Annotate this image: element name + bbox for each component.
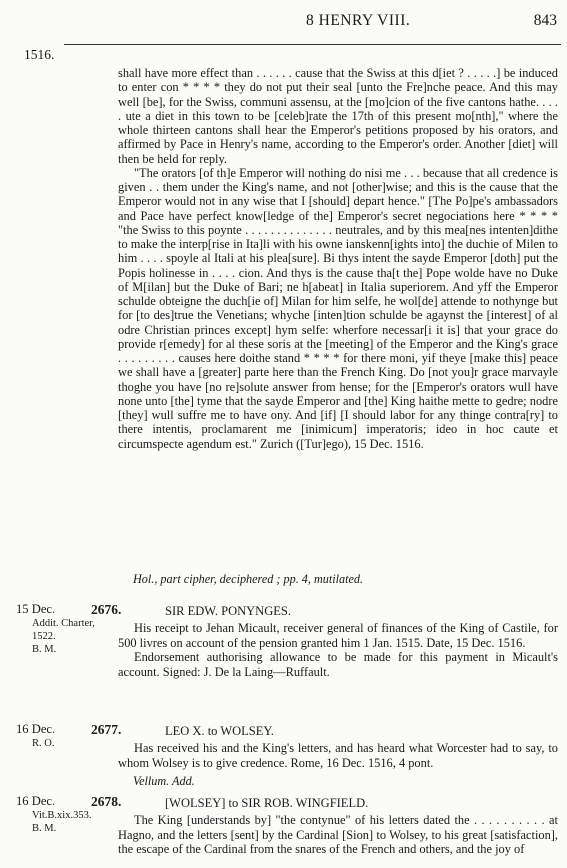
entry-ref: B. M.: [32, 822, 57, 834]
margin-year: 1516.: [24, 47, 55, 62]
header-rule: [64, 44, 561, 45]
entry-ref: Vit.B.xix.353.: [32, 809, 92, 821]
entry-number: 2678.: [91, 794, 122, 809]
entry-number: 2676.: [91, 602, 122, 617]
main-paragraph: shall have more effect than . . . . . . cause that the Swiss at this d[iet ? . . . . .] be induced to enter con * * * * they do not put their seal [unto the Fre]nche peace. And this may well [be], for the Swiss, communi assensu, at the [mo]cion of the five cantons hathe. . . . . ute a diet in this town to be [celeb]rate the 17th of this present mo[nth]," where the whole thirteen cantons shall hear the Emperor's petitions proposed by his orators, and affirmed by Pace in Henry's name, according to the Emperor's order. Another [diet] will then be held for reply.: [118, 66, 558, 166]
entry-heading: [WOLSEY] to SIR ROB. WINGFIELD.: [165, 796, 369, 810]
entry-paragraph: The King [understands by] "the contynue" of his letters dated the . . . . . . . . . . at Hagno, and the letters [sent] by the Cardinal [Sion] to Wolsey, to his great [satisfaction], the escape of the Cardinal from the snares of the French and others, and the joy of: [118, 813, 558, 856]
entry-ref: 1522.: [32, 630, 56, 642]
entry-paragraph: Has received his and the King's letters, and has heard what Worcester had to say, to whom Wolsey is to give credence. Rome, 16 Dec. 1516, 4 pont.: [118, 741, 558, 770]
main-letter-text: [118, 66, 558, 451]
entry-ref: Addit. Charter,: [32, 617, 95, 629]
entry-ref: B. M.: [32, 643, 57, 655]
entry-paragraph: Endorsement authorising allowance to be made for this payment in Micault's account. Signed: J. De la Laing—Ruffault.: [118, 650, 558, 679]
entry-paragraph: His receipt to Jehan Micault, receiver general of finances of the King of Castile, for 500 livres on account of the pension granted him 1 Jan. 1515. Date, 15 Dec. 1516.: [118, 621, 558, 650]
entry-date: 15 Dec.: [16, 602, 56, 616]
entry-ref: R. O.: [32, 737, 55, 749]
page-number: 843: [533, 12, 557, 29]
entry-heading: SIR EDW. PONYNGES.: [165, 604, 291, 618]
page-header: [0, 10, 567, 38]
entry-date: 16 Dec.: [16, 794, 56, 808]
entry-heading: LEO X. to WOLSEY.: [165, 724, 274, 738]
running-title: 8 HENRY VIII.: [306, 12, 411, 29]
entry-body: [118, 813, 558, 857]
entry-date: 16 Dec.: [16, 722, 56, 736]
main-paragraph: "The orators [of th]e Emperor will nothing do nisi me . . . because that all credence is given . . them under the King's name, and not [other]wise; and this is the cause that the Emperor would not in any wise that I [should] depart hence." [The Po]pe's ambassadors and Pace have perfect know[ledge of the] Emperor's secret negociations here * * * * "the Swiss to this poynte . . . . . . . . . . . . . . neutrales, and by this mea[nes intenten]dithe to make the interp[rise in Ita]li with his owne ianskenn[ights into] the duchie of Milen to him . . . . spoyle al Itali at his plea[sure]. Bi thys intent the sayde Emperor [doth] put the Popis holinesse in . . . . cion. And thys is the cause tha[t the] Pope wolde have no Duke of M[ilan] but the Duke of Bari; ne h[abeat] in Italia superiorem. And yff the Emperor schulde obteigne the duch[ie of] Milan for him selfe, he wol[de] attende to nothynge but for [to des]true the Venetians; whyche [inten]tion schulde be agaynst the [interest] of al odre Christian princes except] hym selfe: wherfore necessar[i it is] that your grace do provide r[emedy] for al these soris at the [meeting] of the Emperor and the King's grace . . . . . . . . . causes here doithe stand * * * * for there moni, yif theye [make this] peace we shall have a [greater] parte here than the French King. Do [not you]r grace marvayle thoghe you have [no re]solute answer from hense; for the [Emperor's orators wull have none unto [the] tyme that the sayde Emperor and [the] King haithe mette to gedre; nodre [they] wull suffre me to have ony. And [if] [I should labor for any thinge contra[ry] to there intentis, proclamarent me [inimicum] imperatoris; ideo in hoc caute et circumspecte agendum est." Zurich ([Tur]ego), 15 Dec. 1516.: [118, 165, 558, 451]
entry-body: [118, 621, 558, 679]
entry-number: 2677.: [91, 722, 122, 737]
main-note: Hol., part cipher, deciphered ; pp. 4, mutilated.: [133, 572, 364, 586]
entry-note: Vellum. Add.: [133, 774, 195, 788]
entry-body: [118, 741, 558, 770]
